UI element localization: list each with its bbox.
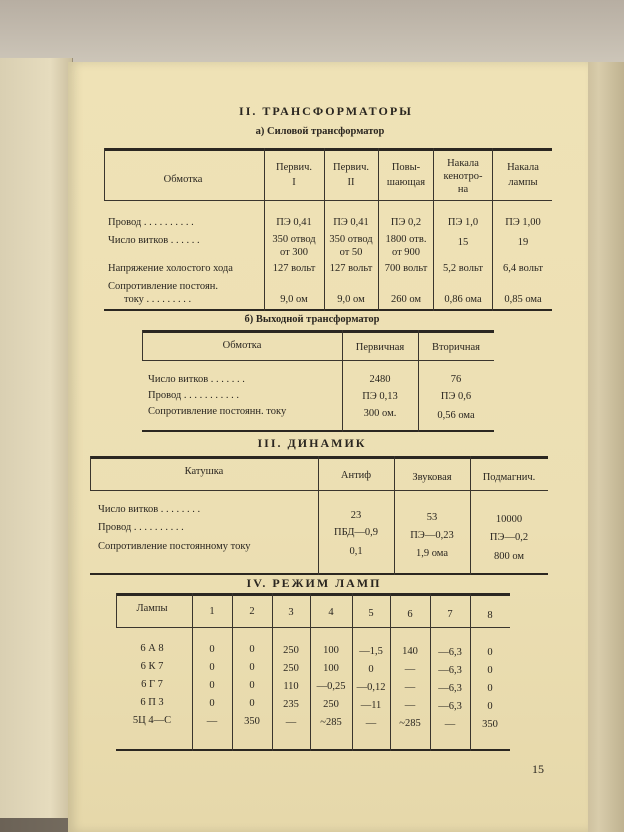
lamp-pin-value: 0: [249, 698, 255, 709]
cell-turns-tap: от 900: [391, 247, 421, 258]
lamp-pin-value: —: [365, 717, 377, 729]
lamps-header-pin: 7: [447, 609, 453, 621]
output-row-label: Провод . . . . . . . . . . .: [148, 390, 240, 401]
cell-voltage: 700 вольт: [384, 263, 428, 274]
lamp-pin-value: —: [285, 716, 297, 728]
cell-resistance: 9,0 ом: [337, 294, 365, 305]
lamps-header-pin: 2: [249, 606, 255, 618]
speaker-row-label: Провод . . . . . . . . . .: [98, 522, 184, 533]
header-stepup-2: шающая: [386, 177, 426, 188]
cell-resistance: 260 ом: [390, 294, 422, 305]
lamp-pin-value: —1,5: [359, 645, 383, 657]
book-page: [68, 62, 588, 832]
left-page: [0, 58, 73, 818]
speaker-cell: ПБД—0,9: [334, 527, 378, 538]
lamp-name: 6 А 8: [140, 643, 164, 654]
section-lamps-title: IV. РЕЖИМ ЛАМП: [246, 576, 382, 590]
header-kenotron: Накала: [447, 158, 479, 169]
lamp-pin-value: —: [206, 715, 218, 727]
lamps-header-label: Лампы: [136, 603, 168, 614]
lamp-pin-value: 0: [249, 662, 255, 673]
output-cell: 300 ом.: [363, 408, 397, 419]
lamp-pin-value: —6,3: [438, 664, 462, 676]
lamp-pin-value: —: [404, 700, 416, 711]
speaker-cell: 23: [350, 510, 362, 521]
cell-wire: ПЭ 1,0: [447, 217, 479, 228]
lamp-pin-value: 0: [487, 647, 493, 658]
output-cell: 2480: [369, 374, 391, 385]
lamps-header-pin: 4: [328, 607, 334, 619]
page-edges: [582, 62, 624, 832]
lamp-name: 6 П 3: [140, 697, 164, 708]
header-kenotron-2: кенотро-: [443, 171, 483, 182]
cell-turns: 350 отвод: [272, 234, 316, 245]
section-speaker-title: III. ДИНАМИК: [257, 436, 367, 450]
speaker-header-antif: Антиф: [340, 470, 372, 481]
header-prim2-num: II: [347, 177, 355, 188]
speaker-cell: 10000: [495, 514, 523, 525]
lamp-pin-value: 0: [368, 663, 374, 675]
cell-turns-tap: от 50: [339, 247, 363, 258]
output-header-winding: Обмотка: [222, 340, 262, 351]
lamp-name: 5Ц 4—С: [132, 715, 172, 726]
lamp-pin-value: 250: [283, 644, 299, 656]
cell-resistance: 9,0 ом: [280, 294, 308, 305]
lamp-pin-value: —: [404, 664, 416, 675]
lamp-pin-value: 350: [244, 716, 260, 727]
lamp-pin-value: 0: [209, 643, 215, 655]
lamps-header-pin: 8: [487, 609, 493, 621]
header-prim1-num: I: [292, 177, 296, 188]
page-number: 15: [532, 762, 544, 776]
row-label-resistance: Сопротивление постоян.: [108, 281, 219, 292]
speaker-row-label: Число витков . . . . . . . .: [98, 504, 201, 515]
lamp-pin-value: —0,25: [316, 681, 346, 692]
row-label-resistance-2: току . . . . . . . . .: [124, 294, 192, 305]
lamp-pin-value: 0: [487, 683, 493, 694]
lamp-pin-value: 0: [487, 665, 493, 676]
speaker-cell: 800 ом: [493, 551, 525, 562]
lamp-name: 6 Г 7: [141, 679, 163, 690]
lamp-pin-value: 0: [209, 697, 215, 709]
cell-turns: 350 отвод: [329, 234, 373, 245]
speaker-cell: 0,1: [349, 546, 363, 557]
cell-voltage: 6,4 вольт: [503, 263, 543, 274]
lamp-pin-value: —6,3: [438, 682, 462, 694]
output-header-secondary: Вторичная: [432, 342, 480, 353]
speaker-cell: 1,9 ома: [415, 548, 449, 559]
cell-turns: 15: [457, 237, 469, 248]
cell-resistance: 0,85 ома: [504, 294, 542, 305]
lamps-header-pin: 6: [407, 608, 413, 620]
header-kenotron-3: на: [457, 184, 469, 195]
speaker-cell: ПЭ—0,2: [489, 532, 529, 543]
header-winding: Обмотка: [163, 174, 203, 185]
lamp-pin-value: 0: [249, 644, 255, 655]
cell-wire: ПЭ 0,41: [276, 217, 312, 228]
output-cell: ПЭ 0,13: [362, 391, 398, 402]
lamp-pin-value: 100: [323, 663, 339, 674]
cell-turns: 19: [517, 237, 529, 248]
lamp-name: 6 К 7: [140, 661, 164, 672]
lamp-pin-value: 250: [283, 662, 299, 674]
speaker-row-label: Сопротивление постоянному току: [98, 541, 251, 552]
lamp-pin-value: 140: [402, 646, 418, 657]
lamp-pin-value: 0: [487, 701, 493, 712]
lamp-pin-value: —6,3: [438, 700, 462, 712]
output-row-label: Число витков . . . . . . .: [148, 374, 245, 385]
header-prim1: Первич.: [276, 162, 312, 173]
cell-voltage: 5,2 вольт: [443, 263, 483, 274]
output-header-primary: Первичная: [355, 342, 405, 353]
lamp-pin-value: —11: [360, 699, 382, 711]
speaker-cell: 53: [426, 512, 438, 523]
lamp-pin-value: —: [404, 682, 416, 693]
cell-voltage: 127 вольт: [272, 263, 316, 274]
cell-turns: 1800 отв.: [385, 234, 427, 245]
row-label-voltage: Напряжение холостого хода: [108, 263, 233, 274]
lamps-header-pin: 1: [209, 605, 215, 617]
speaker-cell: ПЭ—0,23: [410, 530, 454, 541]
book-cover: [0, 0, 624, 70]
row-label-turns: Число витков . . . . . .: [108, 235, 200, 246]
output-cell: 76: [450, 374, 462, 385]
cell-turns-tap: от 300: [279, 247, 309, 258]
cell-voltage: 127 вольт: [329, 263, 373, 274]
header-lamps: Накала: [507, 162, 539, 173]
lamps-header-pin: 3: [288, 606, 294, 618]
lamp-pin-value: 0: [249, 680, 255, 691]
cell-resistance: 0,86 ома: [444, 294, 482, 305]
header-prim2: Первич.: [333, 162, 369, 173]
lamp-pin-value: 0: [209, 661, 215, 673]
cell-wire: ПЭ 0,41: [333, 217, 369, 228]
row-label-wire: Провод . . . . . . . . . .: [108, 217, 194, 228]
header-stepup: Повы-: [391, 162, 421, 173]
section-transformers-title: II. ТРАНСФОРМАТОРЫ: [239, 104, 413, 118]
cell-wire: ПЭ 0,2: [390, 217, 422, 228]
lamp-pin-value: 110: [283, 680, 299, 692]
output-cell: 0,56 ома: [437, 410, 475, 421]
lamp-pin-value: 235: [283, 698, 299, 710]
lamp-pin-value: 250: [323, 699, 339, 710]
output-cell: ПЭ 0,6: [440, 391, 472, 402]
output-row-label: Сопротивление постоянн. току: [148, 406, 287, 417]
lamp-pin-value: 0: [209, 679, 215, 691]
lamp-pin-value: —6,3: [438, 646, 462, 658]
lamp-pin-value: —: [444, 718, 456, 730]
lamp-pin-value: 350: [482, 719, 498, 730]
lamp-pin-value: —0,12: [356, 681, 386, 693]
cell-wire: ПЭ 1,00: [505, 217, 541, 228]
lamp-pin-value: 100: [323, 645, 339, 656]
header-lamps-2: лампы: [508, 177, 538, 188]
speaker-header-voice: Звуковая: [412, 472, 452, 483]
power-transformer-title: а) Силовой трансформатор: [255, 126, 385, 137]
speaker-header-bias: Подмагнич.: [482, 472, 536, 483]
speaker-header-coil: Катушка: [184, 466, 224, 477]
output-transformer-title: б) Выходной трансформатор: [244, 314, 380, 325]
lamp-pin-value: ~285: [320, 717, 342, 728]
lamp-pin-value: ~285: [399, 718, 421, 729]
lamps-header-pin: 5: [368, 608, 374, 619]
